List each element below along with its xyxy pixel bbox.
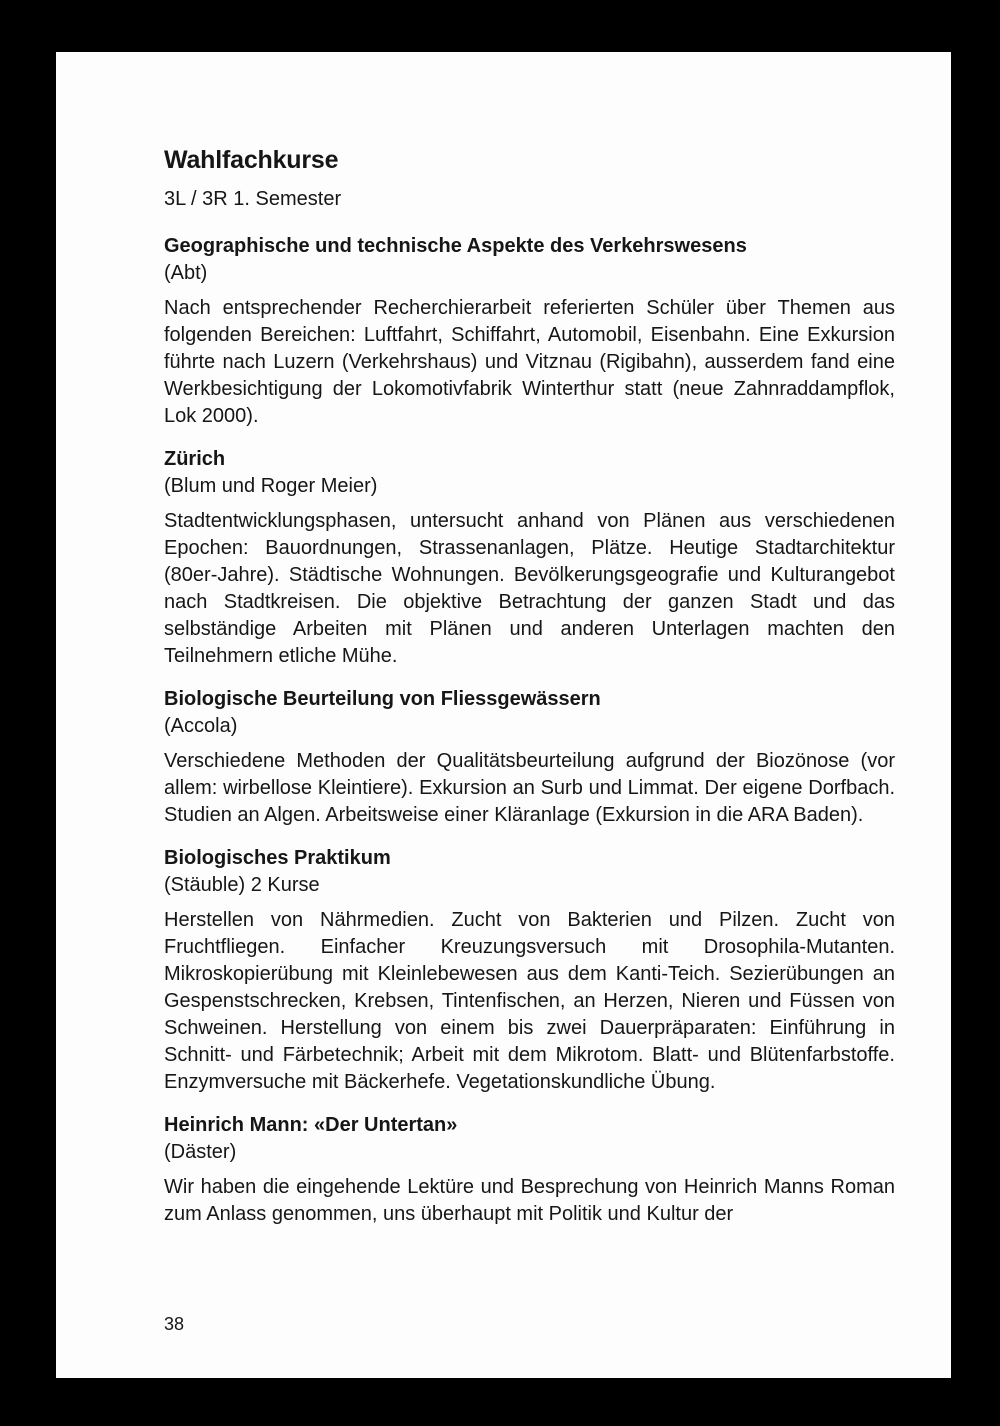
course-teacher: (Däster) xyxy=(164,1141,237,1163)
course-section xyxy=(164,1112,895,1228)
course-title: Biologisches Praktikum xyxy=(164,847,391,869)
document-page xyxy=(56,52,951,1378)
course-title: Biologische Beurteilung von Fliessgewässern xyxy=(164,688,601,710)
course-teacher: (Stäuble) 2 Kurse xyxy=(164,874,320,896)
course-description: Wir haben die eingehende Lektüre und Besprechung von Heinrich Manns Roman zum Anlass genommen, uns überhaupt mit Politik und Kultur der xyxy=(164,1176,895,1225)
course-title: Geographische und technische Aspekte des Verkehrswesens xyxy=(164,235,747,257)
course-teacher: (Accola) xyxy=(164,715,238,737)
page-content xyxy=(164,146,895,1244)
course-description: Verschiedene Methoden der Qualitätsbeurteilung aufgrund der Biozönose (vor allem: wirbellose Kleintiere). Exkursion an Surb und Limmat. Der eigene Dorfbach. Studien an Algen. Arbeitsweise einer Kläranlage (Exkursion in die ARA Baden). xyxy=(164,750,895,826)
course-section xyxy=(164,233,895,430)
course-teacher: (Blum und Roger Meier) xyxy=(164,475,378,497)
page-subtitle: 3L / 3R 1. Semester xyxy=(164,188,342,210)
course-teacher: (Abt) xyxy=(164,262,208,284)
course-section xyxy=(164,446,895,670)
page-title: Wahlfachkurse xyxy=(164,146,339,174)
course-title: Heinrich Mann: «Der Untertan» xyxy=(164,1114,458,1136)
course-description: Herstellen von Nährmedien. Zucht von Bakterien und Pilzen. Zucht von Fruchtfliegen. Einfacher Kreuzungsversuch mit Drosophila-Mutanten. Mikroskopierübung mit Kleinlebewesen aus dem Kanti-Teich. Sezierübungen an Gespenstschrecken, Krebsen, Tintenfischen, an Herzen, Nieren und Füssen von Schweinen. Herstellung von einem bis zwei Dauerpräparaten: Einführung in Schnitt- und Färbetechnik; Arbeit mit dem Mikrotom. Blatt- und Blütenfarbstoffe. Enzymversuche mit Bäckerhefe. Vegetationskundliche Übung. xyxy=(164,909,895,1093)
course-description: Nach entsprechender Recherchierarbeit referierten Schüler über Themen aus folgenden Bereichen: Luftfahrt, Schiffahrt, Automobil, Eisenbahn. Eine Exkursion führte nach Luzern (Verkehrshaus) und Vitznau (Rigibahn), ausserdem fand eine Werkbesichtigung der Lokomotivfabrik Winterthur statt (neue Zahnraddampflok, Lok 2000). xyxy=(164,297,895,427)
course-title: Zürich xyxy=(164,448,226,470)
course-section xyxy=(164,686,895,829)
course-section xyxy=(164,845,895,1096)
page-number: 38 xyxy=(164,1314,185,1334)
course-description: Stadtentwicklungsphasen, untersucht anhand von Plänen aus verschiedenen Epochen: Bauordnungen, Strassenanlagen, Plätze. Heutige Stadtarchitektur (80er-Jahre). Städtische Wohnungen. Bevölkerungsgeografie und Kulturangebot nach Stadtkreisen. Die objektive Betrachtung der ganzen Stadt und das selbständige Arbeiten mit Plänen und anderen Unterlagen machten den Teilnehmern etliche Mühe. xyxy=(164,510,895,667)
